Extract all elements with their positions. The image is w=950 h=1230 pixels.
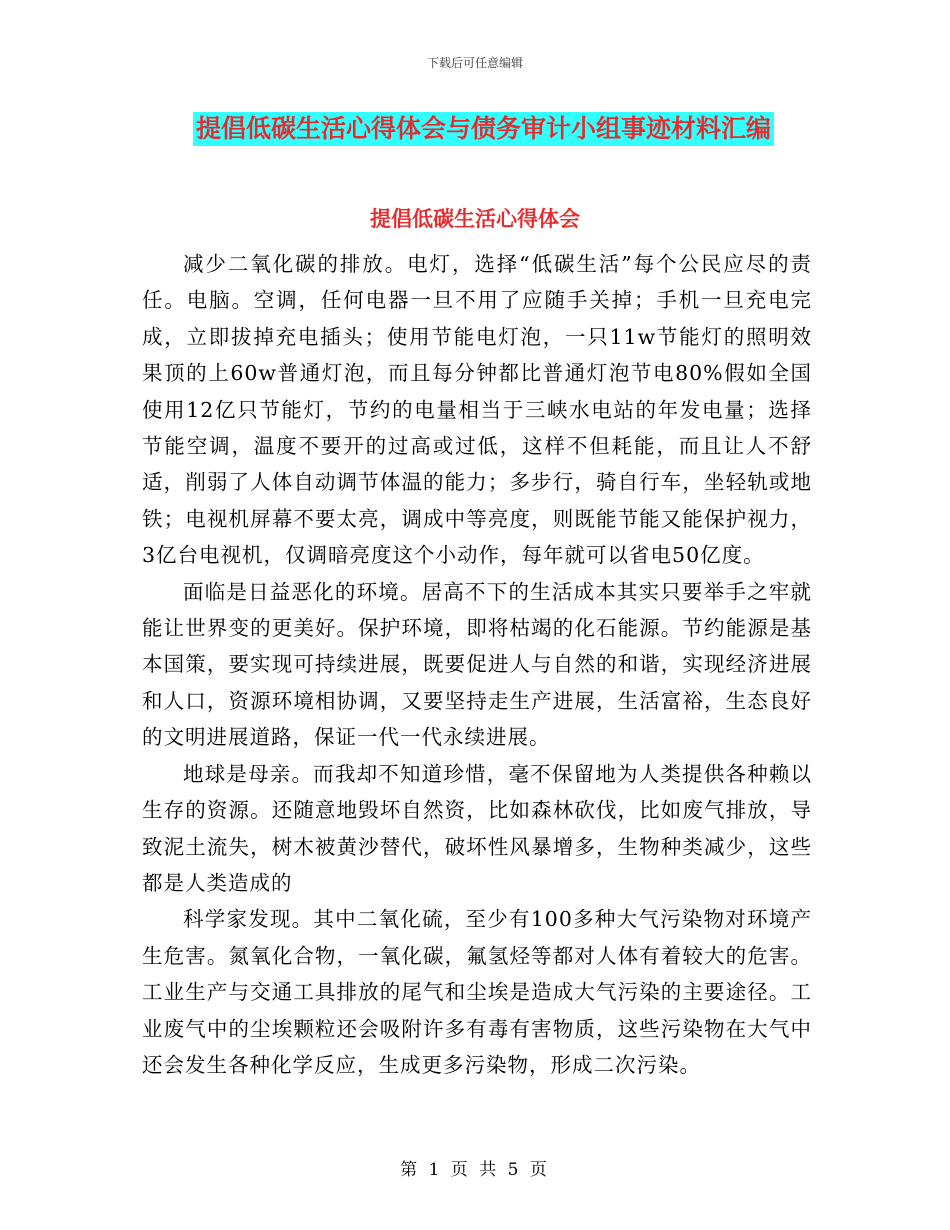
page-number-footer: 第 1 页 共 5 页 xyxy=(400,1160,550,1180)
paragraph: 科学家发现。其中二氧化硫，至少有100多种大气污染物对环境产生危害。氮氧化合物，一氧化碳，氟氢烃等都对人体有着较大的危害。工业生产与交通工具排放的尾气和尘埃是造成大气污染的主要途径。工业废气中的尘埃颗粒还会吸附许多有毒有害物质，这些污染物在大气中还会发生各种化学反应，生成更多污染物，形成二次污染。 xyxy=(142,907,812,1077)
document-body xyxy=(142,246,812,1083)
section-title: 提倡低碳生活心得体会 xyxy=(370,206,580,231)
paragraph: 面临是日益恶化的环境。居高不下的生活成本其实只要举手之牢就能让世界变的更美好。保护环境，即将枯竭的化石能源。节约能源是基本国策，要实现可持续进展，既要促进人与自然的和谐，实现经济进展和人口，资源环境相协调，又要坚持走生产进展，生活富裕，生态良好的文明进展道路，保证一代一代永续进展。 xyxy=(142,579,812,750)
paragraph: 地球是母亲。而我却不知道珍惜，毫不保留地为人类提供各种赖以生存的资源。还随意地毁坏自然资，比如森林砍伐，比如废气排放，导致泥土流失，树木被黄沙替代，破坏性风暴增多，生物种类减少，这些都是人类造成的 xyxy=(142,761,812,895)
header-note: 下载后可任意编辑 xyxy=(426,56,523,70)
document-title: 提倡低碳生活心得体会与债务审计小组事迹材料汇编 xyxy=(193,112,774,146)
paragraph: 减少二氧化碳的排放。电灯，选择“低碳生活”每个公民应尽的责任。电脑。空调，任何电器一旦不用了应随手关掉；手机一旦充电完成，立即拔掉充电插头；使用节能电灯泡，一只11w节能灯的照明效果顶的上60w普通灯泡，而且每分钟都比普通灯泡节电80%假如全国使用12亿只节能灯，节约的电量相当于三峡水电站的年发电量；选择节能空调，温度不要开的过高或过低，这样不但耗能，而且让人不舒适，削弱了人体自动调节体温的能力；多步行，骑自行车，坐轻轨或地铁；电视机屏幕不要太亮，调成中等亮度，则既能节能又能保护视力，3亿台电视机，仅调暗亮度这个小动作，每年就可以省电50亿度。 xyxy=(142,252,812,568)
